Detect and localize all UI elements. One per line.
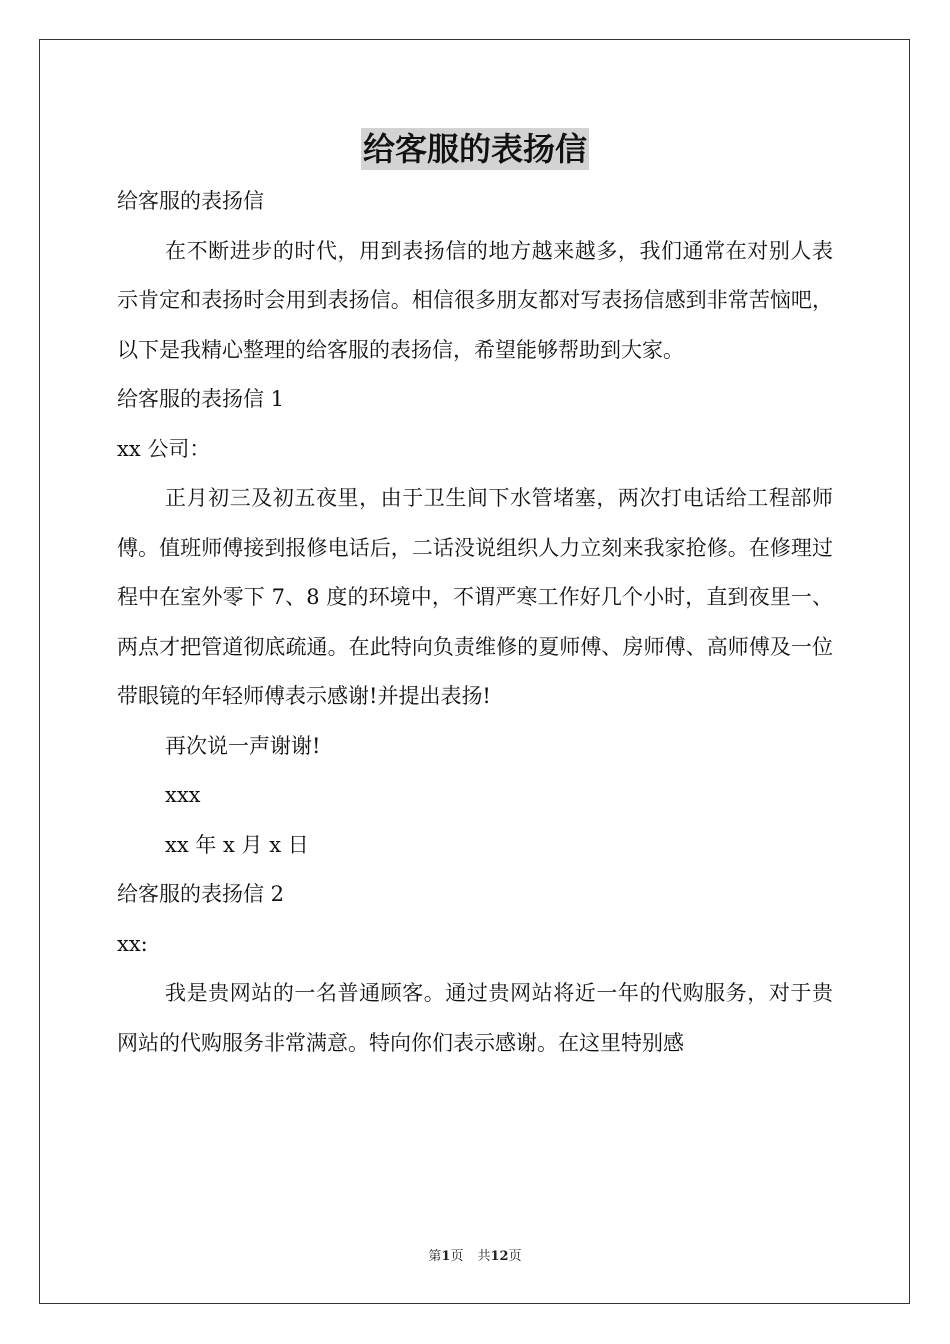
- total-suffix: 页: [508, 1249, 522, 1264]
- letter-1-signature: xxx: [165, 783, 201, 807]
- letter-1-thanks: 再次说一声谢谢!: [165, 733, 321, 758]
- letter-1-date: xx 年 x 月 x 日: [165, 832, 309, 857]
- total-prefix: 共: [477, 1249, 491, 1264]
- intro-paragraph: 在不断进步的时代，用到表扬信的地方越来越多，我们通常在对别人表示肯定和表扬时会用到表扬信。相信很多朋友都对写表扬信感到非常苦恼吧，以下是我精心整理的给客服的表扬信，希望能够帮助到大家。: [117, 238, 833, 362]
- page-footer: [0, 1248, 950, 1266]
- letter-2-salutation: xx:: [117, 931, 148, 956]
- subtitle-line: 给客服的表扬信: [117, 189, 264, 213]
- letter-2-heading: 给客服的表扬信 2: [117, 882, 285, 906]
- total-pages: 12: [490, 1249, 509, 1264]
- document-title: 给客服的表扬信: [362, 130, 587, 168]
- title-area: [0, 128, 950, 170]
- letter-2-body: 我是贵网站的一名普通顾客。通过贵网站将近一年的代购服务，对于贵网站的代购服务非常满意。特向你们表示感谢。在这里特别感: [117, 981, 833, 1055]
- letter-1-body: 正月初三及初五夜里，由于卫生间下水管堵塞，两次打电话给工程部师傅。值班师傅接到报修电话后，二话没说组织人力立刻来我家抢修。在修理过程中在室外零下 7、8 度的环境中，不谓严寒工作好几个小时，直到夜里一、两点才把管道彻底疏通。在此特向负责维修的夏师傅、房师傅、高师傅及一位带眼镜的年轻师傅表示感谢!并提出表扬!: [117, 486, 833, 708]
- letter-1-heading: 给客服的表扬信 1: [117, 387, 285, 411]
- page-number: 1: [441, 1249, 451, 1264]
- page-suffix: 页: [450, 1249, 464, 1264]
- page-prefix: 第: [428, 1249, 442, 1264]
- document-body: [117, 177, 833, 1068]
- letter-1-salutation: xx 公司：: [117, 436, 211, 461]
